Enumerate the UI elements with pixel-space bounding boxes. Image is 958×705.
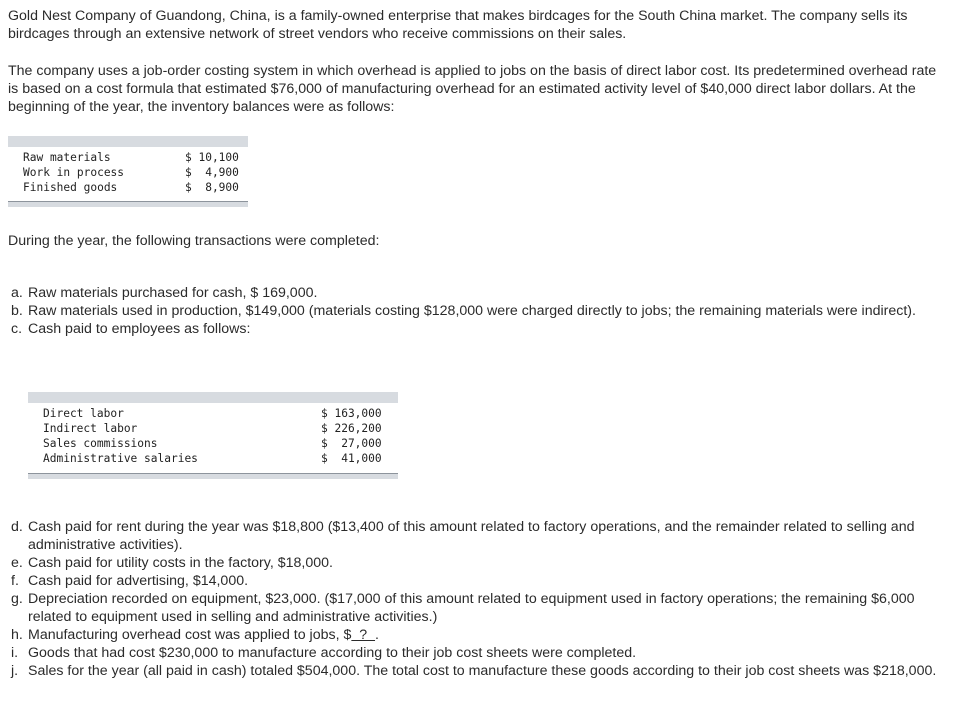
item-marker: a. <box>11 285 23 301</box>
row-label: Work in process <box>23 166 125 179</box>
table-footer-bar <box>8 201 248 207</box>
row-value: $ 10,100 <box>185 151 239 164</box>
item-marker: g. <box>11 591 23 607</box>
item-text: Manufacturing overhead cost was applied to jobs, $ <box>28 627 352 643</box>
item-text: Cash paid for advertising, $14,000. <box>28 573 249 589</box>
table-row <box>28 421 398 436</box>
payroll-table <box>28 392 398 480</box>
transactions-list-2 <box>8 518 950 680</box>
item-text: Cash paid to employees as follows: <box>28 321 251 337</box>
row-value: $ 8,900 <box>185 181 239 194</box>
table-row <box>8 165 248 180</box>
list-item <box>8 590 950 626</box>
table-header-bar <box>8 136 248 147</box>
table-header-bar <box>28 392 398 403</box>
item-text: Cash paid for utility costs in the factory, $18,000. <box>28 555 333 571</box>
row-value: $ 4,900 <box>185 166 239 179</box>
list-item <box>8 302 950 320</box>
row-label: Administrative salaries <box>43 452 198 465</box>
table-row <box>28 451 398 466</box>
item-marker: c. <box>11 321 23 337</box>
row-value: $ 27,000 <box>321 437 382 450</box>
list-item <box>8 518 950 554</box>
intro-paragraph-1: Gold Nest Company of Guandong, China, is a family-owned enterprise that makes birdcages for the South China market. The company sells its birdcages through an extensive network of street vendors who receive commissions on their sales. <box>8 8 908 42</box>
transactions-intro: During the year, the following transactions were completed: <box>8 233 380 249</box>
item-marker: h. <box>11 627 23 643</box>
row-value: $ 41,000 <box>321 452 382 465</box>
item-text: Raw materials used in production, $149,000 (materials costing $128,000 were charged directly to jobs; the remaining materials were indirect). <box>28 303 916 319</box>
row-label: Raw materials <box>23 151 111 164</box>
item-text: Raw materials purchased for cash, $ 169,000. <box>28 285 318 301</box>
list-item <box>8 662 950 680</box>
table-row <box>28 436 398 451</box>
intro-paragraph-2: The company uses a job-order costing system in which overhead is applied to jobs on the basis of direct labor cost. Its predetermined overhead rate is based on a cost formula that estimated $76,000 of manufacturing overhead for an estimated activity level of $40,000 direct labor dollars. At the beginning of the year, the inventory balances were as follows: <box>8 63 937 115</box>
item-marker: d. <box>11 519 23 535</box>
table-row <box>28 406 398 421</box>
item-text: Depreciation recorded on equipment, $23,000. ($17,000 of this amount related to equipment used in factory operations; the remaining $6,000 related to equipment used in selling and administrative activities.) <box>28 591 915 625</box>
list-item <box>8 554 950 572</box>
table-footer-bar <box>28 473 398 479</box>
list-item <box>8 284 950 302</box>
item-marker: j. <box>11 663 19 679</box>
inventory-table <box>8 136 248 208</box>
list-item <box>8 626 950 644</box>
row-label: Indirect labor <box>43 422 138 435</box>
transactions-list-1 <box>8 284 950 338</box>
table-row <box>8 150 248 165</box>
item-text: Cash paid for rent during the year was $18,800 ($13,400 of this amount related to factory operations, and the remainder related to selling and administrative activities). <box>28 519 915 553</box>
item-marker: e. <box>11 555 23 571</box>
list-item <box>8 320 950 338</box>
row-value: $ 226,200 <box>321 422 382 435</box>
row-label: Direct labor <box>43 407 124 420</box>
table-row <box>8 180 248 195</box>
item-marker: i. <box>11 645 19 661</box>
list-item <box>8 644 950 662</box>
list-item <box>8 572 950 590</box>
item-text: Goods that had cost $230,000 to manufacture according to their job cost sheets were completed. <box>28 645 637 661</box>
row-label: Finished goods <box>23 181 118 194</box>
item-marker: b. <box>11 303 23 319</box>
item-marker: f. <box>11 573 19 589</box>
row-value: $ 163,000 <box>321 407 382 420</box>
item-text: Sales for the year (all paid in cash) totaled $504,000. The total cost to manufacture these goods according to their job cost sheets was $218,000. <box>28 663 937 679</box>
answer-blank: ? <box>351 627 376 643</box>
row-label: Sales commissions <box>43 437 158 450</box>
item-tail: . <box>375 627 379 643</box>
